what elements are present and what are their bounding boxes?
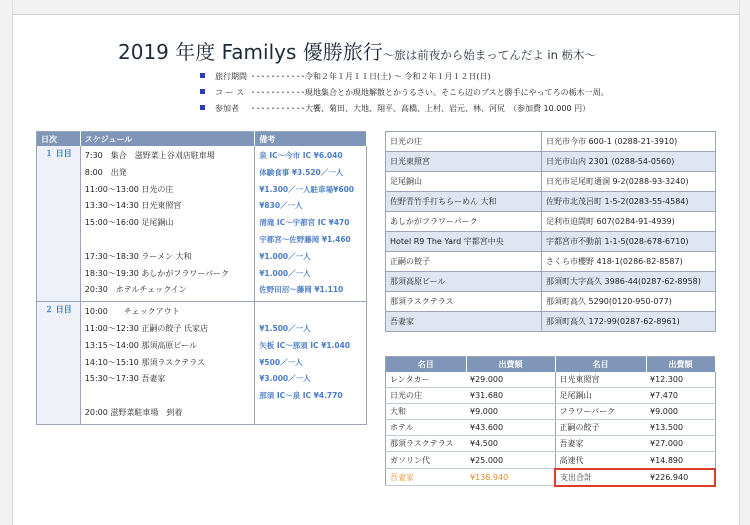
schedule-day-1-row xyxy=(37,146,367,302)
schedule-item: 18:30～19:30 あしかがフラワーパーク xyxy=(84,268,230,278)
title-sub: ～旅は前夜から始まってんだよ in 栃木～ xyxy=(382,48,597,62)
place-name: あしかがフラワーパーク xyxy=(386,212,542,232)
schedule-note: ¥1.500／一人 xyxy=(259,323,311,333)
schedule-note: 那須 IC～泉 IC ¥4.770 xyxy=(259,391,343,401)
schedule-item: 11:00～12:30 正嗣の餃子 氏家店 xyxy=(84,323,208,333)
expense-item: 吾妻家 xyxy=(555,436,646,452)
expense-header-item: 名目 xyxy=(386,357,467,373)
expense-amount: ¥9.000 xyxy=(466,404,555,420)
expense-row xyxy=(386,372,716,388)
place-address: 足利市迫間町 607(0284-91-4939) xyxy=(542,212,716,232)
place-address: 宇都宮市不動前 1-1-5(028-678-6710) xyxy=(542,232,716,252)
place-address: 那須町大字高久 3986-44(0287-62-8958) xyxy=(542,272,716,292)
schedule-header-row xyxy=(37,132,367,147)
expense-item: 日光の庄 xyxy=(386,388,467,404)
schedule-item: 15:00～16:00 足尾銅山 xyxy=(84,218,174,228)
schedule-item xyxy=(85,388,250,405)
viewer-top-bar xyxy=(0,0,750,15)
info-dots: ･･･････････ xyxy=(251,72,306,81)
place-address: 日光市山内 2301 (0288-54-0560) xyxy=(542,152,716,172)
day-items xyxy=(80,302,254,425)
expense-subtotal-amount: ¥136.940 xyxy=(466,469,555,486)
schedule-note xyxy=(259,405,362,422)
schedule-header-notes: 備考 xyxy=(255,132,367,147)
place-row xyxy=(386,212,716,232)
schedule-table xyxy=(36,131,367,425)
title-main: 2019 年度 Familys 優勝旅行 xyxy=(118,40,383,64)
expense-amount: ¥13.500 xyxy=(646,420,715,436)
schedule-note: ¥1.300／一人駐車場¥600 xyxy=(259,184,355,194)
place-row xyxy=(386,132,716,152)
expense-row xyxy=(386,404,716,420)
expenses-table xyxy=(385,356,716,487)
schedule-note: ¥1.000／一人 xyxy=(259,251,311,261)
expenses-header-row xyxy=(386,357,716,373)
schedule-day-2-row xyxy=(37,302,367,425)
info-row-period xyxy=(200,71,491,82)
expense-item: 大和 xyxy=(386,404,467,420)
schedule-note: 佐野田沼～藤岡 ¥1.110 xyxy=(259,285,344,295)
schedule-item: 13:30～14:30 日光東照宮 xyxy=(84,201,182,211)
place-name: 日光の庄 xyxy=(386,132,542,152)
expense-amount: ¥4.500 xyxy=(466,436,555,452)
expense-item: 高速代 xyxy=(555,452,646,469)
place-row xyxy=(386,292,716,312)
place-name: 那須高原ビール xyxy=(386,272,542,292)
expense-row xyxy=(386,420,716,436)
schedule-item: 8:00 出発 xyxy=(84,167,127,177)
expense-item: ホテル xyxy=(386,420,467,436)
schedule-note: ¥3.000／一人 xyxy=(259,374,311,384)
day-notes xyxy=(255,146,367,302)
place-name: 那須ラスクテラス xyxy=(386,292,542,312)
info-value: 現地集合とか現地解散とかうるさい。そこら辺のブスと勝手にやってろの栃木一周。 xyxy=(305,88,609,97)
day-label: ２ 日目 xyxy=(37,302,81,425)
info-row-members xyxy=(200,103,590,114)
place-row xyxy=(386,172,716,192)
schedule-header-schedule: スケジュール xyxy=(80,132,254,147)
schedule-item xyxy=(85,232,250,249)
expense-header-item: 名目 xyxy=(555,357,646,373)
place-name: 吾妻家 xyxy=(386,312,542,332)
place-row xyxy=(386,252,716,272)
expense-row xyxy=(386,388,716,404)
place-name: 正嗣の餃子 xyxy=(386,252,542,272)
bullet-icon xyxy=(200,89,205,94)
day-items xyxy=(80,146,254,302)
place-name: 佐野青竹手打ちらーめん 大和 xyxy=(386,192,542,212)
schedule-note: 清滝 IC～宇都宮 IC ¥470 xyxy=(259,218,350,228)
expense-amount: ¥14.890 xyxy=(646,452,715,469)
info-key: 旅行期間 xyxy=(215,72,247,81)
schedule-item: 7:30 集合 滋野菜上谷刈店駐車場 xyxy=(84,151,215,160)
schedule-item: 10:00 チェックアウト xyxy=(84,307,180,317)
expense-amount: ¥31.680 xyxy=(466,388,555,404)
schedule-item: 20:00 滋野菜駐車場 到着 xyxy=(84,407,183,417)
schedule-item: 13:15～14:00 那須高原ビール xyxy=(84,340,197,350)
schedule-note: ¥830／一人 xyxy=(259,201,303,211)
viewer-left-edge xyxy=(0,0,13,525)
place-address: 日光市今市 600-1 (0288-21-3910) xyxy=(542,132,716,152)
info-dots: ･･･････････ xyxy=(251,88,306,97)
expense-amount: ¥12.300 xyxy=(646,372,715,388)
place-address: さくら市櫻野 418-1(0286-82-8587) xyxy=(542,252,716,272)
viewer-right-edge xyxy=(739,0,750,525)
info-key: コ ー ス xyxy=(215,88,245,97)
info-dots: ･･･････････ xyxy=(251,104,306,113)
place-name: 日光東照宮 xyxy=(386,152,542,172)
info-row-course xyxy=(200,87,609,98)
schedule-note: 矢板 IC～那須 IC ¥1.040 xyxy=(259,340,351,350)
schedule-note: ¥500／一人 xyxy=(259,357,303,367)
schedule-item: 11:00～13:00 日光の庄 xyxy=(84,184,174,194)
place-address: 佐野市北茂呂町 1-5-2(0283-55-4584) xyxy=(542,192,716,212)
schedule-note: 体験食事 ¥3.520／一人 xyxy=(259,167,344,177)
info-key: 参加者 xyxy=(215,104,239,113)
schedule-header-day: 日次 xyxy=(37,132,81,147)
place-row xyxy=(386,232,716,252)
schedule-note: 泉 IC～今市 IC ¥6.040 xyxy=(259,151,343,160)
place-address: 那須町高久 172-99(0287-62-8961) xyxy=(542,312,716,332)
expense-amount: ¥9.000 xyxy=(646,404,715,420)
place-row xyxy=(386,312,716,332)
expense-item: フラワーパーク xyxy=(555,404,646,420)
expense-item: レンタカー xyxy=(386,372,467,388)
place-address: 日光市足尾町通洞 9-2(0288-93-3240) xyxy=(542,172,716,192)
expense-total-label: 支出合計 xyxy=(555,469,646,486)
places-table xyxy=(385,131,716,332)
expense-row xyxy=(386,452,716,469)
info-value: 令和２年１月１１日(土) ～ 令和２年１月１２日(日) xyxy=(305,72,491,81)
schedule-note: 宇都宮～佐野藤岡 ¥1.460 xyxy=(259,234,351,244)
bullet-icon xyxy=(200,105,205,110)
expense-amount: ¥25.000 xyxy=(466,452,555,469)
place-row xyxy=(386,192,716,212)
expense-row xyxy=(386,436,716,452)
schedule-item: 14:10～15:10 那須ラスクテラス xyxy=(84,357,205,367)
document-title xyxy=(118,36,596,65)
expense-amount: ¥43.600 xyxy=(466,420,555,436)
schedule-note: ¥1.000／一人 xyxy=(259,268,311,278)
expense-header-amount: 出費額 xyxy=(646,357,715,373)
schedule-item: 15:30～17:30 吾妻家 xyxy=(84,374,166,384)
expense-total-amount: ¥226.940 xyxy=(646,469,715,486)
expense-total-row xyxy=(386,469,716,486)
expense-item: 正嗣の餃子 xyxy=(555,420,646,436)
day-label: １ 日目 xyxy=(37,146,81,302)
info-value: 大饗、菊田、大地、翔平、高橋、上村、岩元、林、河尻 （参加費 10.000 円） xyxy=(305,104,591,113)
place-name: 足尾銅山 xyxy=(386,172,542,192)
schedule-note xyxy=(259,304,362,321)
bullet-icon xyxy=(200,73,205,78)
expense-amount: ¥7.470 xyxy=(646,388,715,404)
expense-subtotal-label: 吾妻家 xyxy=(386,469,467,486)
schedule-item: 20:30 ホテルチェックイン xyxy=(84,285,187,295)
expense-amount: ¥27.000 xyxy=(646,436,715,452)
place-row xyxy=(386,272,716,292)
expense-header-amount: 出費額 xyxy=(466,357,555,373)
schedule-item: 17:30～18:30 ラーメン 大和 xyxy=(84,251,192,261)
expense-amount: ¥29.000 xyxy=(466,372,555,388)
place-address: 那須町高久 5290(0120-950-077) xyxy=(542,292,716,312)
day-notes xyxy=(255,302,367,425)
expense-item: 足尾銅山 xyxy=(555,388,646,404)
expense-item: ガソリン代 xyxy=(386,452,467,469)
place-name: Hotel R9 The Yard 宇都宮中央 xyxy=(386,232,542,252)
place-row xyxy=(386,152,716,172)
expense-item: 日光東照宮 xyxy=(555,372,646,388)
expense-item: 那須ラスクテラス xyxy=(386,436,467,452)
